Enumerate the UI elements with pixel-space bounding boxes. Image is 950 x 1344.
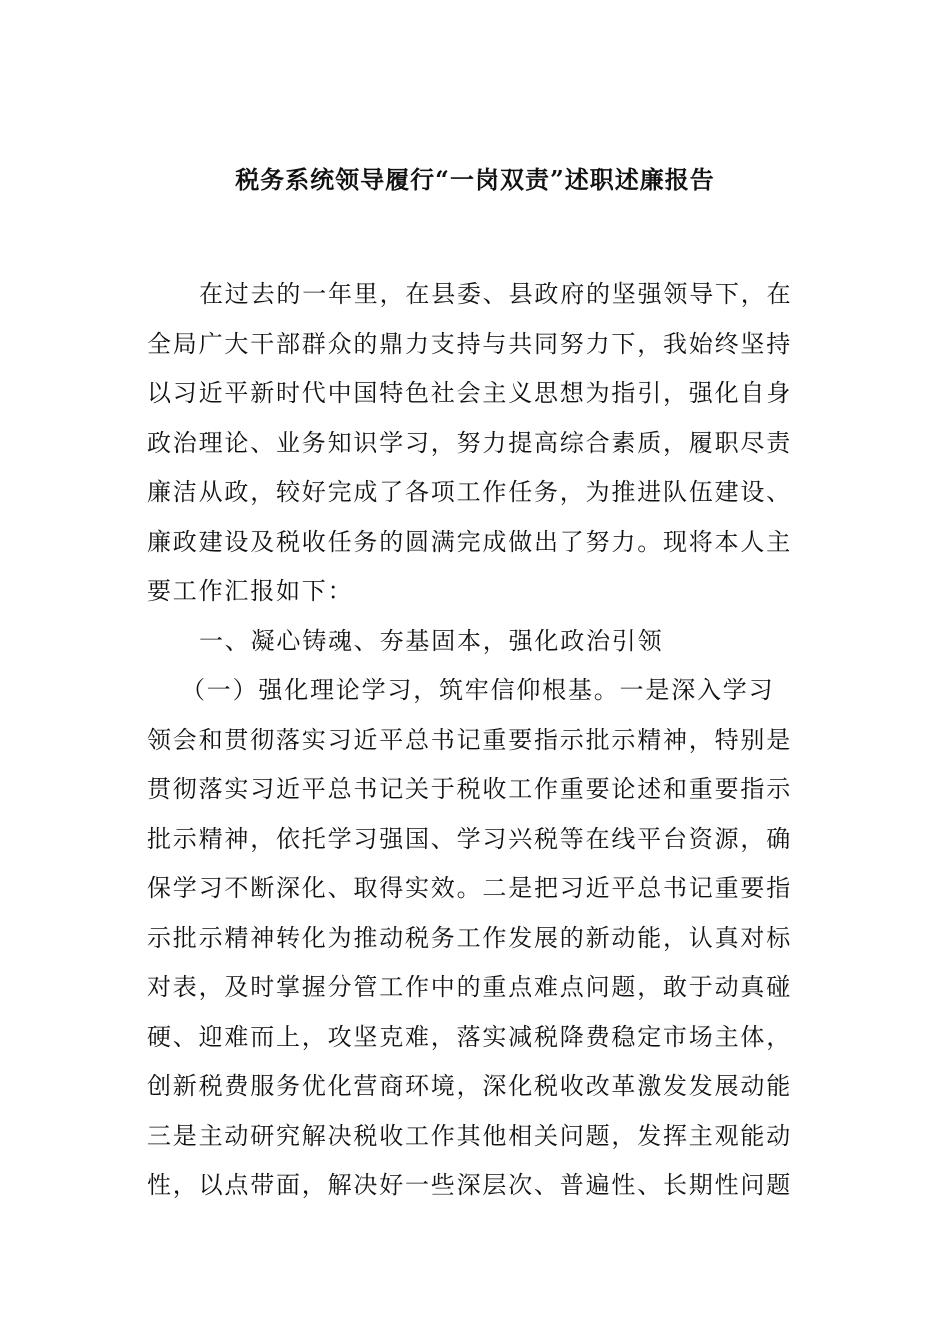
paragraph-line: 创新税费服务优化营商环境，深化税收改革激发发展动能 bbox=[147, 1072, 792, 1100]
paragraph-line: 领会和贯彻落实习近平总书记重要指示批示精神，特别是 bbox=[147, 725, 792, 754]
paragraph-line: 示批示精神转化为推动税务工作发展的新动能，认真对标 bbox=[147, 923, 792, 952]
paragraph-line: 贯彻落实习近平总书记关于税收工作重要论述和重要指示 bbox=[147, 775, 792, 803]
paragraph-line: 要工作汇报如下： bbox=[147, 577, 354, 605]
paragraph-line: 廉政建设及税收任务的圆满完成做出了努力。现将本人主 bbox=[147, 527, 792, 556]
document-body bbox=[147, 270, 812, 1211]
paragraph-line: 批示精神，依托学习强国、学习兴税等在线平台资源，确 bbox=[147, 824, 792, 853]
paragraph-line: 三是主动研究解决税收工作其他相关问题，发挥主观能动 bbox=[147, 1121, 792, 1150]
subsection-line: （一）强化理论学习，筑牢信仰根基。一是深入学习 bbox=[181, 676, 775, 704]
paragraph-line: 政治理论、业务知识学习，努力提高综合素质，履职尽责 bbox=[147, 428, 792, 457]
paragraph-line: 硬、迎难而上，攻坚克难，落实减税降费稳定市场主体， bbox=[147, 1022, 792, 1051]
paragraph-line: 保学习不断深化、取得实效。二是把习近平总书记重要指 bbox=[147, 874, 792, 902]
paragraph-line: 性，以点带面，解决好一些深层次、普遍性、长期性问题 bbox=[147, 1171, 792, 1199]
paragraph-line: 全局广大干部群众的鼎力支持与共同努力下，我始终坚持 bbox=[147, 329, 792, 358]
paragraph-line: 以习近平新时代中国特色社会主义思想为指引，强化自身 bbox=[147, 379, 792, 407]
paragraph-line: 在过去的一年里，在县委、县政府的坚强领导下，在 bbox=[199, 280, 793, 308]
paragraph-line: 对表，及时掌握分管工作中的重点难点问题，敢于动真碰 bbox=[147, 973, 792, 1001]
paragraph-line: 廉洁从政，较好完成了各项工作任务，为推进队伍建设、 bbox=[147, 478, 792, 506]
section-heading: 一、凝心铸魂、夯基固本，强化政治引领 bbox=[199, 626, 664, 655]
document-title: 税务系统领导履行“一岗双责”述职述廉报告 bbox=[235, 165, 715, 194]
